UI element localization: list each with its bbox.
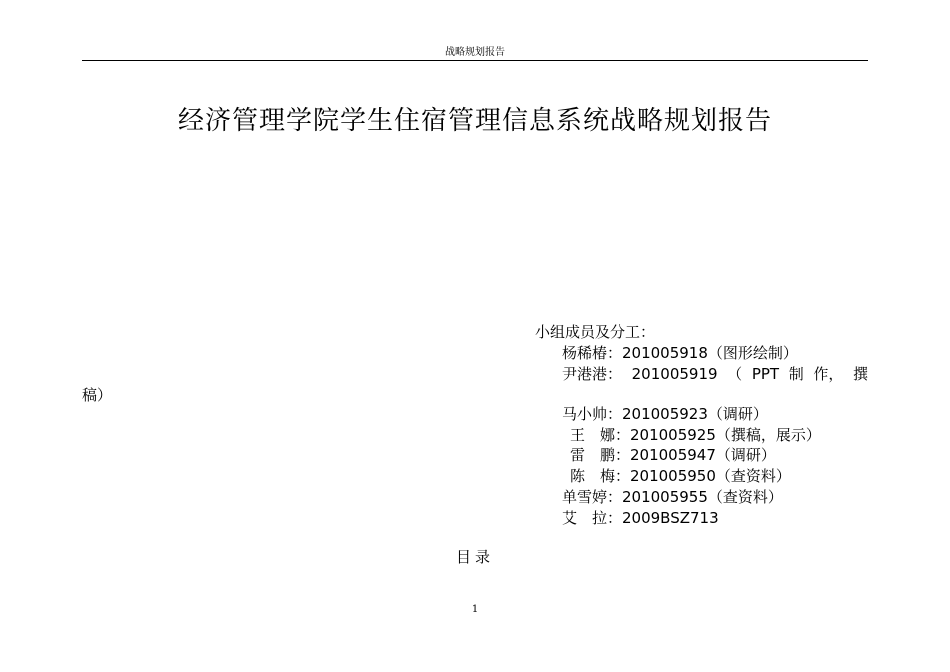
member-line-part: 制 [788,365,804,383]
member-line-part: 尹港港： [562,365,623,383]
running-header: 战略规划报告 [445,47,505,58]
member-line: 杨稀椿：201005918（图形绘制） [562,344,798,362]
member-line: 陈 梅：201005950（查资料） [570,467,791,485]
member-line-continuation: 稿） [82,386,113,404]
document-title: 经济管理学院学生住宿管理信息系统战略规划报告 [177,106,772,136]
member-line-part: （ [727,365,743,383]
toc-heading: 目录 [455,548,494,566]
member-line: 马小帅：201005923（调研） [562,405,768,423]
member-line-part: 201005919 [631,365,718,383]
member-line: 单雪婷：201005955（查资料） [562,488,783,506]
page-number: 1 [471,604,479,615]
member-line-part: 撰 [852,365,868,383]
member-line-part: 作， [813,365,844,383]
member-line: 王 娜：201005925（撰稿，展示） [570,426,821,444]
members-heading: 小组成员及分工： [535,323,656,341]
member-line-part: PPT [751,365,780,383]
member-line: 雷 鹏：201005947（调研） [570,446,776,464]
member-line: 艾 拉：2009BSZ713 [562,509,719,527]
member-line [562,364,868,384]
